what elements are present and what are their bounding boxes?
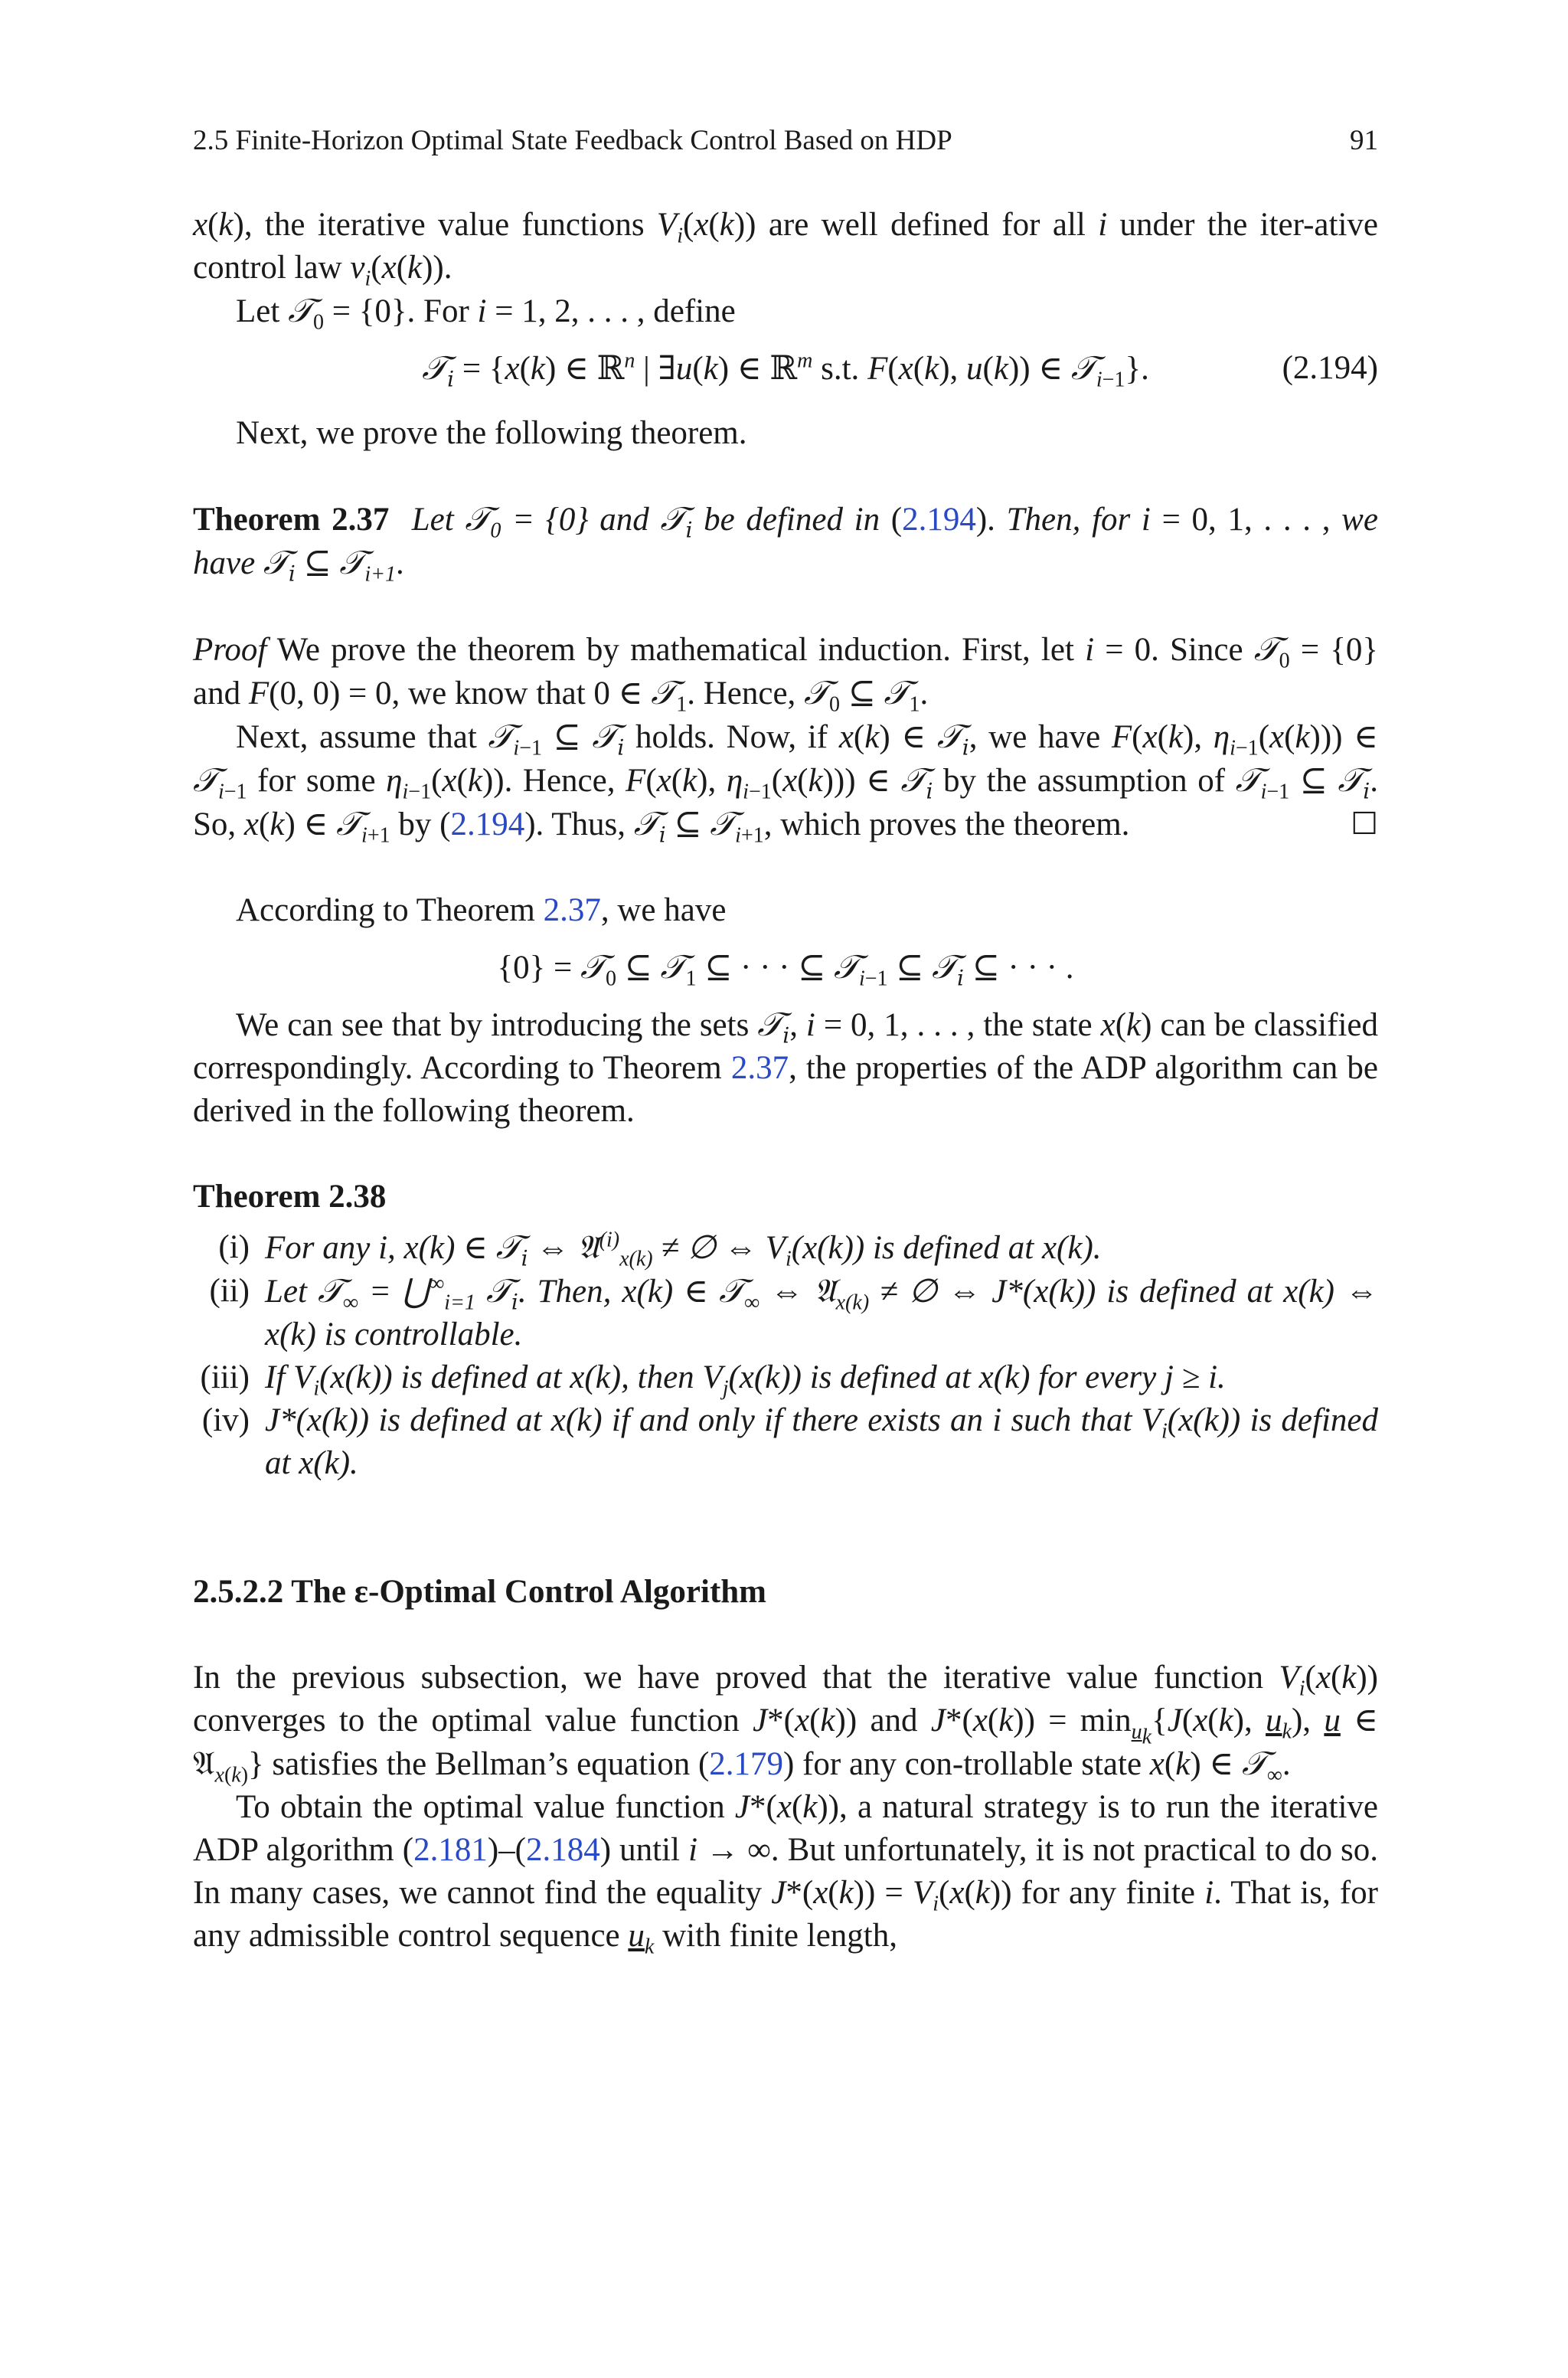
theorem-2-38-items [193,1226,1378,1485]
paragraph-previous-subsection: In the previous subsection, we have proved that the iterative value function $V_i(x(k))$ converges to the optimal value function J*(x(k)) and $J*(x(k)) = \min_{u_k}\{J(x(k)$, $u_k$), u ∈ 𝔄$_{x(k)}$} satisfies the Bellman’s equation (2.179) for any con-trollable state x(k) ∈ 𝒯$_\infty$. [193,1660,1378,1788]
equation-chain: {0} = 𝒯$_0$ ⊆ 𝒯$_1$ ⊆ · · · ⊆ 𝒯$_{i-1}$ ⊆ 𝒯$_i$ ⊆ · · · . [497,948,1074,991]
proof-label: Proof [193,632,267,668]
paragraph-value-functions: x(k), the iterative value functions $V_i(x(k))$ are well defined for all i under the iter-ative control law $v_i(x(k))$. [193,207,1378,291]
list-item: (iii) If $V_i(x(k))$ is defined at x(k), then $V_j(x(k))$ is defined at x(k) for every j ≥ i. [200,1359,1226,1401]
list-item: (iv) J*(x(k)) is defined at x(k) if and only if there exists an i such that $V_i(x(k))$ is defined at x(k). [201,1402,1378,1481]
paragraph-classified: We can see that by introducing the sets 𝒯$_i$, i = 0, 1, . . . , the state x(k) can be classified correspondingly. According to Theorem 2.37, the properties of the ADP algorithm can be derived in the following theorem. [193,1006,1378,1129]
equation-link[interactable]: 2.179 [709,1746,784,1782]
header-section-title: 2.5 Finite-Horizon Optimal State Feedback Control Based on HDP [193,125,952,156]
qed-box-icon: ☐ [1351,806,1378,841]
list-item: (ii) Let 𝒯$_\infty$ = $⋃^\infty_{i=1}$ 𝒯$_i$. Then, x(k) ∈ 𝒯$_\infty$ ⇔ 𝔄$_{x(k)}$ ≠ ∅ ⇔ J*(x(k)) is defined at x(k) ⇔ x(k) is controllable. [209,1271,1379,1353]
paragraph-next-prove: Next, we prove the following theorem. [236,415,747,451]
equation-link[interactable]: 2.181 [413,1832,488,1868]
page-number: 91 [1350,125,1378,156]
proof-paragraph-1: Proof We prove the theorem by mathematical induction. First, let i = 0. Since 𝒯$_0$ = {0} and F(0, 0) = 0, we know that 0 ∈ 𝒯$_1$. Hence, 𝒯$_0$ ⊆ 𝒯$_1$. [193,630,1378,717]
theorem-2-38-label: Theorem 2.38 [193,1179,387,1215]
paragraph-define-sets: Let 𝒯$_0$ = {0}. For i = 1, 2, . . . , define [236,292,736,335]
theorem-2-37: Theorem 2.37 Let 𝒯$_0$ = {0} and 𝒯$_i$ be defined in (2.194). Then, for i = 0, 1, . . . , we have 𝒯$_i$ ⊆ 𝒯$_{i+1}$. [193,500,1378,587]
paragraph-according: According to Theorem 2.37, we have [236,892,727,928]
equation-number: (2.194) [1282,350,1378,386]
equation-link[interactable]: 2.194 [450,806,525,842]
paragraph-natural-strategy: To obtain the optimal value function J*(x(k)), a natural strategy is to run the iterative ADP algorithm (2.181)–(2.184) until i → ∞. But unfortunately, it is not practical to do so. In many cases, we cannot find the equality $J*(x(k)) = V_i(x(k))$ for any finite i. That is, for any admissible control sequence $u_k$ with finite length, [193,1789,1379,1959]
equation-link[interactable]: 2.184 [526,1832,600,1868]
theorem-link[interactable]: 2.37 [543,892,601,928]
theorem-label: Theorem 2.37 [193,502,390,538]
equation-link[interactable]: 2.194 [902,502,976,538]
equation-2-194: 𝒯$_i$ = {x(k) ∈ ℝ$^n$ | ∃u(k) ∈ ℝ$^m$ s.t. F(x(k), u(k)) ∈ 𝒯$_{i-1}$}. (2.194) [193,347,1378,391]
theorem-link[interactable]: 2.37 [730,1050,789,1086]
proof-paragraph-2: Next, assume that 𝒯$_{i-1}$ ⊆ 𝒯$_i$ holds. Now, if x(k) ∈ 𝒯$_i$, we have F(x(k), $\eta_{i-1}(x(k))$) ∈ 𝒯$_{i-1}$ for some $\eta_{i-1}(x(k))$. Hence, F(x(k), $\eta_{i-1}(x(k))$) ∈ 𝒯$_i$ by the assumption of 𝒯$_{i-1}$ ⊆ 𝒯$_i$. So, x(k) ∈ 𝒯$_{i+1}$ by (2.194). Thus, 𝒯$_i$ ⊆ 𝒯$_{i+1}$, which proves the theorem. ☐ [193,718,1379,848]
list-item: (i) For any i, x(k) ∈ 𝒯$_i$ ⇔ 𝔄$^{(i)}_{x(k)}$ ≠ ∅ ⇔ $V_i(x(k))$ is defined at x(k). [218,1228,1102,1271]
page-body [193,115,1378,1958]
subsection-title: 2.5.2.2 The ε-Optimal Control Algorithm [193,1574,766,1610]
